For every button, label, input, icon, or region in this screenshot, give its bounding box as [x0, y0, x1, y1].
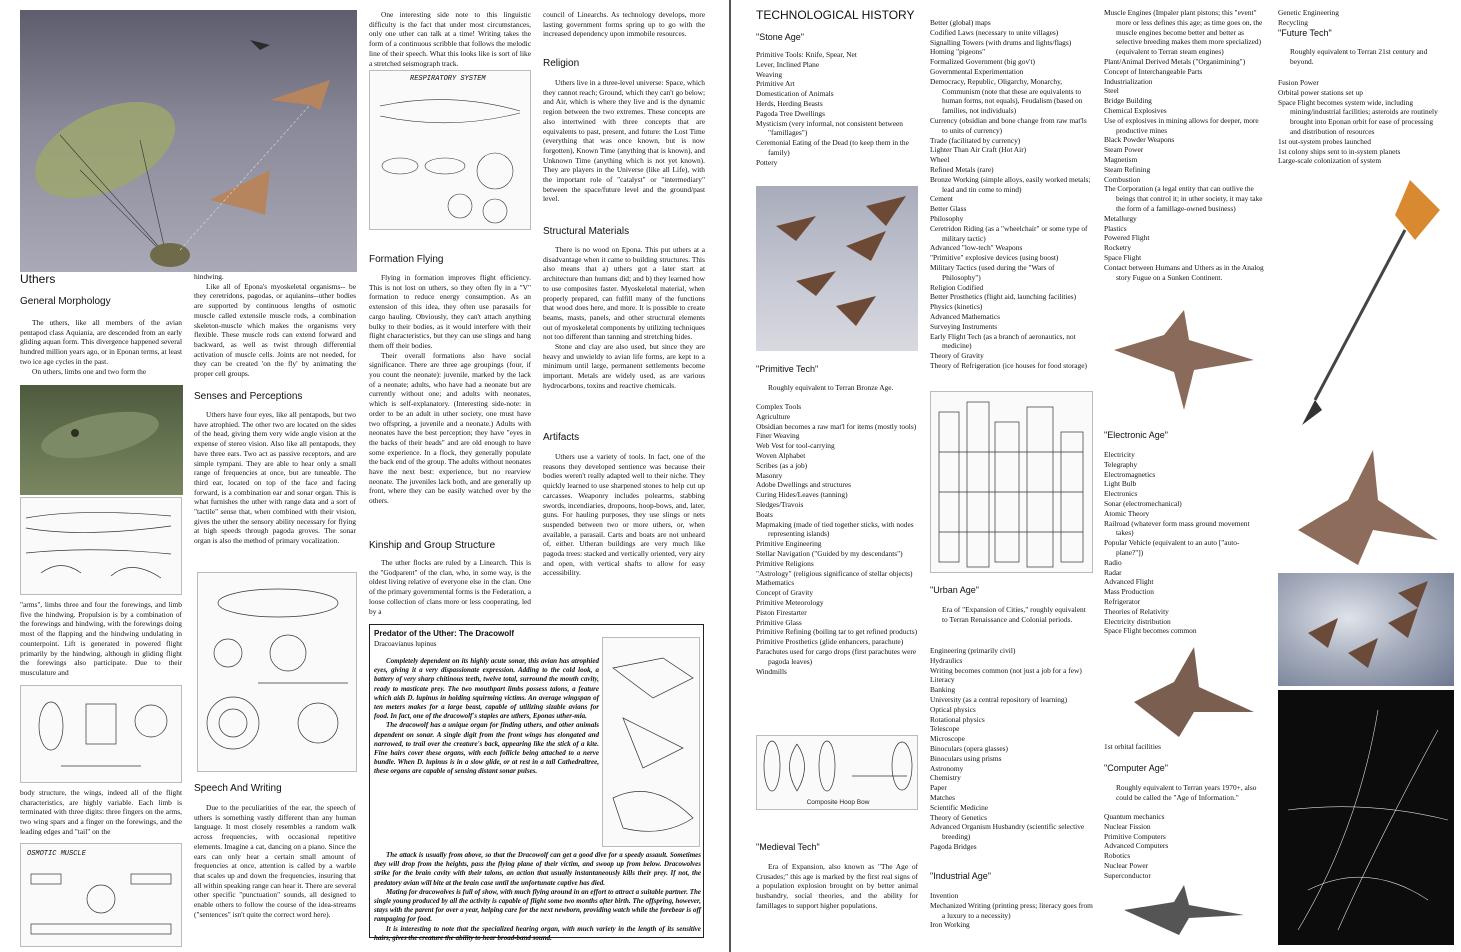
spear-weapon-image: [1290, 170, 1450, 430]
list-item: Advanced Organism Husbandry (scientific selective breeding): [930, 822, 1085, 842]
diagram-label: OSMOTIC MUSCLE: [27, 850, 86, 858]
diagram-label: RESPIRATORY SYSTEM: [410, 75, 486, 83]
list-item: Primitive Art: [756, 79, 795, 89]
body-text: [543, 452, 705, 578]
list-item: "Primitive" explosive devices (using boost): [930, 253, 1059, 263]
list-item: Better (global) maps: [930, 18, 991, 27]
list-item: Astronomy: [930, 763, 964, 773]
list-item: Wheel: [930, 155, 950, 165]
list-item: Chemistry: [930, 773, 961, 783]
paragraph: Era of Expansion, also known as "The Age of Crusades;" this age is marked by the first real signs of a population explosion brought on by better animal husbandry, social theories, and the ability for famillages to support higher populations.: [756, 862, 918, 910]
list-item: Obsidian becomes a raw mat'l for items (mostly tools): [756, 421, 917, 431]
paragraph: Stone and clay are also used, but since they are heavy and unwieldy to avian life forms, are kept to a minimum until large, permanent settlements become important. Metals are widely used, as are various hydrocarbons, toxins and reactive chemicals.: [543, 342, 705, 390]
list-item: Light Bulb: [1104, 479, 1137, 489]
paragraph: "arms", limbs three and four the forewings, and limb five the hindwing. Propulsion is by a combination of the forewings and hindwing, with the forewings doing most of the flapping and the hindwing undulating in counterpoint. Lift is generated in powered flight primarily by the hindwing, although in gliding flight the forewings also participate. Due to their musculature and: [20, 600, 182, 677]
list-item: Railroad (whatever form mass ground movement takes): [1104, 518, 1250, 538]
body-text: [194, 410, 356, 546]
list-item: Sonar (electromechanical): [1104, 498, 1182, 508]
list-item: 1st colony ships sent to in-system planets: [1278, 146, 1401, 156]
list-item: Hydraulics: [930, 655, 963, 665]
list-item: Large-scale colonization of system: [1278, 156, 1382, 166]
list-item: Matches: [930, 792, 956, 802]
list-item: Theories of Relativity: [1104, 606, 1169, 616]
wing-sketches: [20, 685, 182, 783]
parasail-illustration: [20, 10, 357, 272]
aquan-ancestor-image: [20, 385, 183, 495]
future-tech-list: [1278, 78, 1443, 166]
list-item: Better Glass: [930, 204, 967, 214]
list-item: Electromagnetics: [1104, 469, 1156, 479]
section-heading: Speech And Writing: [194, 783, 282, 794]
list-item: Boats: [756, 509, 773, 519]
list-item: Electricity distribution: [1104, 616, 1171, 626]
figure-caption: Composite Hoop Bow: [806, 799, 870, 806]
list-item: Use of explosives in mining allows for deeper, more productive mines: [1104, 115, 1259, 135]
box-body: [374, 851, 701, 943]
list-item: Primitive Glass: [756, 617, 802, 627]
section-heading: "Stone Age": [756, 32, 804, 42]
computer-age-list: [1104, 812, 1266, 881]
body-text: [20, 318, 182, 376]
uther-figure: [1104, 880, 1264, 940]
flock-image: [756, 186, 918, 351]
list-item: Stellar Navigation ("Guided by my descendants"): [756, 548, 903, 558]
list-item: University (as a central repository of learning): [930, 694, 1068, 704]
electronic-age-list: [1104, 450, 1266, 636]
list-item: Cement: [930, 194, 953, 204]
section-heading: "Medieval Tech": [756, 842, 820, 852]
list-item: Currency (obsidian and bone change from raw mat'ls to units of currency): [930, 115, 1087, 135]
list-item: Combustion: [1104, 174, 1141, 184]
list-item: Concept of Gravity: [756, 588, 814, 598]
dracowolf-sketch: [602, 637, 700, 847]
list-item: Advanced Mathematics: [930, 311, 1000, 321]
list-item: Advanced "low-tech" Weapons: [930, 243, 1023, 253]
list-item: Masonry: [756, 470, 783, 480]
list-item: Surveying Instruments: [930, 321, 998, 331]
industrial-continued-list: [1104, 8, 1266, 282]
respiratory-diagram: [369, 70, 531, 230]
list-item: Quantum mechanics: [1104, 812, 1165, 821]
list-item: Governmental Experimentation: [930, 66, 1024, 76]
list-item: Rotational physics: [930, 714, 985, 724]
list-item: Binoculars using prisms: [930, 753, 1002, 763]
paragraph: Like all of Epona's myoskeletal organisms-- be they ceretridons, pagodas, or aquianins--uther bodies are supported by continuous lengths of osmotic muscle called extensile muscle rods, a combination skeleton-muscle which makes the organisms very flexible. These muscle rods can extend forward and backward, as well as twist through differential activation of muscle cells. Joints are not needed, for they can be created 'on the fly' by animating the proper cell groups.: [194, 281, 356, 379]
list-item: Bronze Working (simple alloys, easily worked metals; lead and tin come to mind): [930, 174, 1091, 194]
section-heading: "Industrial Age": [930, 871, 991, 881]
primitive-tech-list: [756, 402, 918, 676]
section-heading: Kinship and Group Structure: [369, 540, 496, 551]
stone-age-list: [756, 50, 918, 168]
body-text: [543, 78, 705, 204]
list-item: Steam Refining: [1104, 164, 1151, 174]
list-item: Primitive Meteorology: [756, 597, 824, 607]
list-item: Space Flight becomes common: [1104, 626, 1197, 636]
list-item: Scribes (as a job): [756, 460, 808, 470]
paragraph: Uthers live in a three-level universe: Space, which they cannot reach; Ground, which they can't go below; and Air, which is where they live and is the dynamic region between the two extremes. These concepts are also intertwined with three concepts that are equivalents to past, present, and future: the Lost Time (everything that was once known, but is now forgotten), Known Time (anything that is known), and Unknown Time (anything which is not yet known). They are players in the Universe (like all Life), with the important role of "catalyst" or "intermediary" between the space/future level and the ground/past level.: [543, 78, 705, 204]
list-item: Bridge Building: [1104, 96, 1152, 106]
paragraph: The uther flocks are ruled by a Linearch. This is the "Godparent" of the clan, who, in some way, is the oldest living relative of everyone else in the clan. One of the primary governmental forms is the Federation, a loose collection of clans more or less cooperating, led by a: [369, 558, 531, 616]
list-item: Primitive Religions: [756, 558, 814, 568]
list-item: Piston Firestarter: [756, 607, 807, 617]
list-item: Refrigerator: [1104, 596, 1141, 606]
list-item: Better Prosthetics (flight aid, launching facilities): [930, 292, 1077, 302]
list-item: Magnetism: [1104, 154, 1138, 164]
list-item: Curing Hides/Leaves (tanning): [756, 490, 848, 500]
list-item: Space Flight becomes system wide, including mining/industrial facilities; asteroids are routinely brought into Eponan orbit for ease of processing and distribution of resources: [1278, 97, 1438, 136]
list-item: Microscope: [930, 734, 965, 744]
box-subtitle: Dracoavianus lupinus: [374, 640, 437, 648]
section-heading: General Morphology: [20, 296, 111, 307]
medieval-list: [930, 18, 1093, 371]
urban-age-list: [930, 646, 1093, 852]
list-item: Radar: [1104, 567, 1122, 577]
list-item: Primitive Computers: [1104, 831, 1166, 841]
paragraph: Uthers use a variety of tools. In fact, one of the reasons they developed sentience was because their bodies weren't really adapted well to their niche. They quickly learned to use sharpened stones to help cut up carcasses. Weaponry includes polearms, stabbing swords, incendiaries, dropoons, hoop-bows, and, later, guns. For hauling purposes, they use slings or nets suspended between two or more uthers, or, when available, a parasail. Carts and boats are not unheard of, either. Utheran buildings are very much like pagoda trees: stacked and vertically oriented, very airy and open, with vertical shafts to allow for easy accessibility.: [543, 452, 705, 578]
uther-closeup-image: [1278, 690, 1454, 945]
body-text: [543, 245, 705, 391]
list-item: Ceremonial Eating of the Dead (to keep them in the family): [756, 138, 909, 157]
list-item: Pagoda Bridges: [930, 841, 977, 851]
list-item: Plant/Animal Derived Metals ("Organimining"): [1104, 56, 1246, 66]
box-body: [374, 657, 599, 777]
body-text: [20, 788, 182, 837]
list-item: Fusion Power: [1278, 78, 1319, 87]
list-item: Pagoda Tree Dwellings: [756, 108, 825, 118]
body-text: [369, 273, 531, 506]
list-item: Advanced Computers: [1104, 841, 1169, 851]
list-item: Pottery: [756, 157, 778, 167]
list-item: Chemical Explosives: [1104, 105, 1167, 115]
list-item: Herds, Herding Beasts: [756, 98, 823, 108]
osmotic-muscle-diagram: [20, 843, 182, 947]
article-title: Uthers: [20, 272, 56, 286]
list-item: Advanced Flight: [1104, 577, 1154, 587]
list-item: Theory of Genetics: [930, 812, 988, 822]
section-heading: Religion: [543, 58, 580, 69]
list-item: Popular Vehicle (equivalent to an auto ["auto-plane?"]): [1104, 538, 1240, 557]
paragraph: The attack is usually from above, so that the Dracowolf can get a good dive for a speedy assault. Sometimes they will drop from the heights, pass the flying plane of their victim, and swoop up from below. Dracowolves strike for the brain cavity with their talons, an action that usually instantaneously kills their prey. If not, the predatory avian will bite at the brain case until the unfortunate captive has died.: [374, 851, 701, 887]
paragraph: Their overall formations also have social significance. There are three age groupings (four, if you count the neonate): juvenile, marked by the lack of a neonate; adults, who have had a neonate but are currently without one; and adults with neonates, which is self-explanatory. (Interesting side-note: in order to be an adult in uther society, one must have two offspring, a juvenile and a neonate.) Adults with neonates have the best perception; they have "eyes in the backs of their heads" and are old enough to have some experience. In a flock, they generally populate the back end of the group. The adults without neonates have the next best: experience, but no rearview neonate. The juveniles lack both, and are generally up front, where they can be easily watched over by the others.: [369, 350, 532, 506]
list-item: Lever, Inclined Plane: [756, 59, 820, 69]
list-item: Nuclear Power: [1104, 860, 1149, 870]
future-lead-list: [1278, 8, 1438, 28]
list-item: Optical physics: [930, 704, 976, 714]
morphology-sketches: [20, 497, 182, 595]
list-item: Adobe Dwellings and structures: [756, 480, 852, 490]
list-item: "Astrology" (religious significance of stellar objects): [756, 568, 913, 578]
section-heading: Structural Materials: [543, 226, 630, 237]
list-item: Mechanized Writing (printing press; literacy goes from a luxury to a necessity): [930, 900, 1093, 920]
list-item: Telegraphy: [1104, 459, 1138, 469]
section-heading: "Urban Age": [930, 585, 979, 595]
section-description: Roughly equivalent to Terran Bronze Age.: [768, 383, 894, 392]
list-item: 1st out-system probes launched: [1278, 136, 1371, 146]
list-item: Ceretridon Riding (as a "wheelchair" or some type of military tactic): [930, 223, 1088, 243]
list-item: Engineering (primarily civil): [930, 646, 1016, 655]
list-item: Primitive Prosthetics (glide enhancers, parachute): [756, 637, 904, 647]
list-item: Space Flight: [1104, 252, 1142, 262]
body-text: [369, 558, 531, 616]
box-title: Predator of the Uther: The Dracowolf: [374, 629, 515, 638]
list-item: Contact between Humans and Uthers as in the Analog story Fugue on a Sunken Continent.: [1104, 262, 1264, 282]
list-item: Mapmaking (made of tied together sticks, with nodes representing islands): [756, 519, 914, 539]
list-item: Weaving: [756, 69, 783, 79]
list-item: Formalized Government (big gov't): [930, 57, 1035, 67]
list-item: Robotics: [1104, 851, 1131, 861]
list-item: Sledges/Travois: [756, 499, 804, 509]
body-text: [194, 272, 356, 379]
list-item: Primitive Engineering: [756, 539, 822, 549]
body-text: [20, 600, 182, 678]
section-heading: Artifacts: [543, 432, 580, 443]
page-gutter: [729, 0, 731, 952]
list-item: Orbital power stations set up: [1278, 87, 1363, 97]
list-item: Recycling: [1278, 17, 1308, 27]
paragraph: Completely dependent on its highly acute sonar, this avian has atrophied eyes, giving it a very dispassionate expression. Adding to the cold look, a battery of very sharp chitinous teeth, twelve total, surround the mouth cavity, ready to masticate prey. The two mouthpart limbs possess talons, a feature which aids D. lupinus in holding squirming victims. An average wingspan of ten meters makes for a large beast, capable of utilizing sizable avians for food. In fact, one of the dracowolf's staples are uthers, Eponas uther-mia.: [374, 657, 599, 721]
hoop-bow-diagram: [756, 735, 918, 810]
section-description: Roughly equivalent to Terran years 1970+, also could be called the "Age of Information.": [1116, 783, 1257, 802]
list-item: Mysticism (very informal, not consistent between "famillages"): [756, 118, 903, 138]
list-item: Telescope: [930, 724, 960, 734]
list-item: Mathematics: [756, 578, 795, 588]
list-item: Powered Flight: [1104, 233, 1150, 243]
section-heading: Senses and Perceptions: [194, 391, 303, 402]
list-item: Refined Metals (rare): [930, 164, 994, 174]
paragraph: council of Linearchs. As technology develops, more lasting government forms spring up to go with the increased dependency upon immobile resources.: [543, 10, 705, 39]
list-item: Scientific Medicine: [930, 802, 989, 812]
paragraph: The dracowolf has a unique organ for finding uthers, and other animals dependent on sonar. A single digit from the front wings has elongated and narrowed, to trail over the creature's back, appearing like the stick of a kite. Fine hairs cover these organs, with each follicle being attached to a nerve bundle. When D. lupinus is in a slow glide, or at rest in a tall Cathedraltree, these organs are capable of sensing distant sonar pulses.: [374, 721, 599, 776]
paragraph: One interesting side note to this linguistic difficulty is the fact that under most circumstances, only one uther can talk at a time! Writing takes the form of a continuous scribble that follows the melodic line of their speech. What this looks like is sort of like a stretched seismograph track.: [369, 10, 531, 68]
paragraph: It is interesting to note that the specialized hearing organ, with much variety in the length of its sensitive hairs, gives the creature the ability to hear broad-band sound.: [374, 924, 701, 942]
list-item: Electronics: [1104, 489, 1138, 499]
list-item: Primitive Refining (boiling tar to get refined products): [756, 627, 918, 637]
uther-figure: [1104, 300, 1266, 420]
list-item: Atomic Theory: [1104, 508, 1150, 518]
section-description: [756, 862, 918, 911]
list-item: Black Powder Weapons: [1104, 135, 1175, 145]
list-item: Iron Working: [930, 920, 970, 930]
list-item: Steel: [1104, 86, 1119, 96]
list-item: Genetic Engineering: [1278, 8, 1339, 17]
list-item: Philosophy: [930, 213, 964, 223]
paragraph: On uthers, limbs one and two form the: [32, 366, 147, 376]
uther-figure: [1278, 440, 1448, 568]
pagoda-city-sketch: [930, 391, 1093, 573]
list-item: Complex Tools: [756, 402, 802, 411]
list-item: Signalling Towers (with drums and lights/flags): [930, 37, 1072, 47]
senses-sketches: [197, 572, 357, 772]
paragraph: There is no wood on Epona. This put uthers at a disadvantage when it came to building structures. This also means that a) uthers got a later start at architecture than humans did; and b) they learned how to use composites faster. Myoskeletal material, when properly prepared, can fulfill many of the functions that wood does here, and more. It is possible to create beams, masts, panels, and other structural elements out of myoskeletal components by utilizing techniques not too different than tanning and stretching hides.: [543, 245, 705, 342]
section-heading: "Computer Age": [1104, 763, 1168, 773]
section-heading: "Electronic Age": [1104, 430, 1168, 440]
list-item: Concept of Interchangeable Parts: [1104, 66, 1203, 76]
list-item: Rocketry: [1104, 243, 1132, 253]
body-text: [369, 10, 531, 68]
list-item: Metallurgy: [1104, 213, 1137, 223]
section-heading: Formation Flying: [369, 254, 444, 265]
flock-sky-image: [1278, 573, 1454, 686]
section-heading: "Future Tech": [1278, 28, 1332, 38]
body-text: [194, 803, 356, 919]
paragraph: body structure, the wings, indeed all of the flight characteristics, are highly variable. Each limb is terminated with three digits: three fingers on the arms, two wing spars and a finger on the forewings, and the leading edges and "tail" on the: [20, 788, 182, 836]
list-item: Steam Power: [1104, 145, 1144, 155]
list-item: Lighter Than Air Craft (Hot Air): [930, 145, 1027, 155]
paragraph: The uthers, like all members of the avian pentapod class Aquiania, are descended from an early gliding aquan form. This divergence happened several hundred million years ago, or in Eponan terms, at least two ice age cycles in the past.: [20, 318, 182, 366]
list-item: Invention: [930, 891, 959, 900]
list-item: Radio: [1104, 557, 1122, 567]
paragraph: Uthers have four eyes, like all pentapods, but two have atrophied. The other two are located on the sides of the head, giving them very wide angle vision at the expense of stereo vision. Also like all pentapods, they have three ears. Two act as passive receptors, and are simple tympani. They are able to hear only a small range of frequencies at once, but are tuneable. The third ear, located on top of the face and facing forward, is a combination ear and sonar organ. This is what furnishes the uther with range data and a sort of "tactile" sense that, when combined with their vision, gives the uther the sensory ability necessary for flying at high speeds through pagoda groves. The sonar organ is also the method of primary vocalization.: [194, 410, 356, 546]
list-item: Trade (facilitated by currency): [930, 135, 1021, 145]
list-item: Banking: [930, 685, 956, 695]
uther-figure: [1104, 642, 1266, 740]
list-item: Writing becomes common (not just a job for a few): [930, 665, 1082, 675]
paragraph: Mating for dracowolves is full of show, with much flying around in an effort to attract a suitable partner. The single young produced by all the activity is capable of flight some two months after birth. The offspring, however, stays with the parent for over a year, helping care for the next newborn, providing watch while the forebear is off rampaging for food.: [374, 887, 701, 924]
page-title: TECHNOLOGICAL HISTORY: [756, 8, 915, 22]
list-item: Windmills: [756, 666, 787, 676]
paragraph: Due to the peculiarities of the ear, the speech of uthers is something vastly different than any human language. It most closely resembles a random walk across frequencies, with occasional repetitive elements. Imagine a cat, dancing on a piano. Since the ears can only hear a certain small amount of frequencies at once, attention is called by a warble that scales up and down the frequencies, insuring that all within speaking range can hear it. There are several other specific "punctuation" sounds, all designed to enable others to follow the course of the idea-streams ("sentences" isn't quite the correct word here).: [194, 803, 356, 919]
list-item: Woven Alphabet: [756, 450, 806, 460]
section-description: Era of "Expansion of Cities," roughly equivalent to Terran Renaissance and Colonial periods.: [942, 605, 1086, 624]
list-item: Nuclear Fission: [1104, 821, 1151, 831]
list-item: Religion Codified: [930, 282, 984, 292]
list-item: Theory of Gravity: [930, 351, 984, 361]
list-item: Literacy: [930, 675, 955, 685]
list-item: Muscle Engines (Impaler plant pistons; this "event" more or less defines this age; as time goes on, the muscle engines become better and better as selective breeding makes them more specialized) (equivalent to Terran steam engines): [1104, 8, 1263, 57]
list-item: Electricity: [1104, 450, 1135, 459]
list-item: Agriculture: [756, 411, 791, 421]
list-item: Domestication of Animals: [756, 89, 834, 99]
list-item: Democracy, Republic, Oligarchy, Monarchy, Communism (note that these are equivalents to human forms, not equals), Feudalism (based on families, not individuals): [930, 76, 1083, 116]
body-text: [543, 10, 705, 39]
section-heading: "Primitive Tech": [756, 364, 819, 374]
list-item: Early Flight Tech (as a branch of aeronautics, not medicine): [930, 331, 1076, 351]
industrial-age-list: [930, 891, 1093, 930]
list-item: Paper: [930, 783, 947, 793]
list-item: Web Vest for tool-carrying: [756, 441, 835, 451]
list-item: Superconductor: [1104, 870, 1151, 880]
orbital-line: 1st orbital facilities: [1104, 742, 1162, 751]
list-item: The Corporation (a legal entity that can outlive the beings that control it; in uther society, it may take the form of a famillage-owned business): [1104, 184, 1263, 213]
list-item: Codified Laws (necessary to unite villages): [930, 27, 1059, 37]
list-item: Mass Production: [1104, 587, 1154, 597]
list-item: Homing "pigeons": [930, 47, 986, 57]
list-item: Theory of Refrigeration (ice houses for food storage): [930, 360, 1087, 370]
list-item: Binoculars (opera glasses): [930, 743, 1008, 753]
list-item: Physics (kinetics): [930, 302, 983, 312]
list-item: Plastics: [1104, 223, 1127, 233]
list-item: Industrialization: [1104, 76, 1153, 86]
list-item: Parachutes used for cargo drops (first parachutes were pagoda leaves): [756, 646, 917, 666]
list-item: Primitive Tools: Knife, Spear, Net: [756, 50, 857, 59]
paragraph: hindwing.: [194, 272, 224, 281]
sidebar-box: [369, 624, 704, 942]
paragraph: Flying in formation improves flight efficiency. This is not lost on uthers, so they often fly in a "V" formation to reduce energy consumption. As an extension of this idea, they often use parasails for cargo hauling. Obviously, they can't attach anything bulky to their bodies, as it would interfere with their flight characteristics, but they can use slings and hang them off their bodies.: [369, 273, 531, 350]
list-item: Military Tactics (used during the "Wars of Philosophy"): [930, 262, 1055, 282]
list-item: Finer Weaving: [756, 431, 800, 441]
section-description: Roughly equivalent to Terran 21st century and beyond.: [1290, 47, 1428, 66]
